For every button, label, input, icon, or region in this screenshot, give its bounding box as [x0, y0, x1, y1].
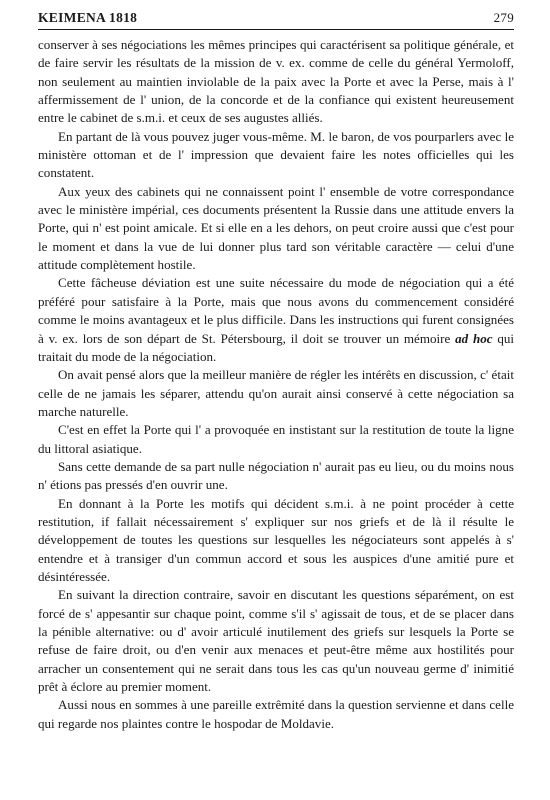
paragraph — [38, 274, 514, 366]
paragraph: conserver à ses négociations les mêmes principes qui caractérisent sa politique générale, et de faire servir les résultats de la mission de v. ex. comme de celle du général Yermoloff, non seulement au maintien inviolable de la paix avec la Porte et avec la Perse, mais à l' affermissement de l' union, de la concorde et de la confiance qui existent heureusement entre le cabinet de s.m.i. et ceux de ses augustes alliés. — [38, 37, 514, 126]
running-title: KEIMENA 1818 — [38, 10, 138, 25]
paragraph: On avait pensé alors que la meilleur manière de régler les intérêts en discussion, c' était celle de ne jamais les séparer, attendu qu'on aurait ainsi conservé à cette négociation sa marche naturelle. — [38, 367, 514, 419]
paragraph: C'est en effet la Porte qui l' a provoquée en instistant sur la restitution de toute la ligne du littoral asiatique. — [38, 422, 514, 456]
paragraph: Aussi nous en sommes à une pareille extrêmité dans la question servienne et dans celle qui regarde nos plaintes contre le hospodar de Moldavie. — [38, 697, 514, 731]
paragraph: En partant de là vous pouvez juger vous-même. M. le baron, de vos pourparlers avec le ministère ottoman et de l' impression que devaient faire les notes officielles qui les constatent. — [38, 128, 514, 181]
paragraph: Aux yeux des cabinets qui ne connaissent point l' ensemble de votre correspondance avec le ministère impérial, ces documents présentent la Russie dans une attitude envers la Porte, qui n' est point amicale. Et si elle en a les dehors, on peut croire aussi que c'est pour le moment et dans la vue de lui donner plus tard son véritable caractère — celui d'une attitude complètement hostile. — [38, 183, 514, 273]
running-header — [38, 10, 514, 30]
paragraph-text: qui traitait du mode de la négociation. — [38, 330, 514, 364]
body-text — [38, 36, 514, 733]
paragraph: En suivant la direction contraire, savoir en discutant les questions séparément, on est forcé de s' appesantir sur chaque point, comme s'il s' agissait de tous, et de se placer dans la pénible alternative: ou d' avoir articulé inutilement des griefs sur lesquels la Porte se refuse de faire droit, ou d'en venir aux menaces et peut-être même aux hostilités pour arracher un consentement qui ne serait dans tous les cas qu'un nouveau germe d' inimitié prêt à éclore au premier moment. — [38, 587, 514, 695]
book-page — [38, 10, 514, 733]
paragraph: En donnant à la Porte les motifs qui décident s.m.i. à ne point procéder à cette restitution, if fallait nécessairement s' expliquer sur nos griefs et de là il résulte le développement de toutes les questions sur lesquelles les négociateurs sont appelés à s' entendre et à transiger d'un commun accord et sous les auspices d'une amitié pure et désintéressée. — [38, 495, 514, 584]
page-number: 279 — [493, 10, 514, 25]
emphasized-phrase: ad hoc — [455, 330, 493, 346]
paragraph-text: Cette fâcheuse déviation est une suite nécessaire du mode de négociation qui a été préféré pour satisfaire à la Porte, mais que nous avons du commencement considéré comme le moins avantageux et le plus difficile. Dans les instructions qui furent consignées à v. ex. lors de son départ de St. Pétersbourg, il doit se trouver un mémoire — [38, 275, 514, 346]
paragraph: Sans cette demande de sa part nulle négociation n' aurait pas eu lieu, ou du moins nous n' étions pas pressés d'en ouvrir une. — [38, 458, 514, 493]
